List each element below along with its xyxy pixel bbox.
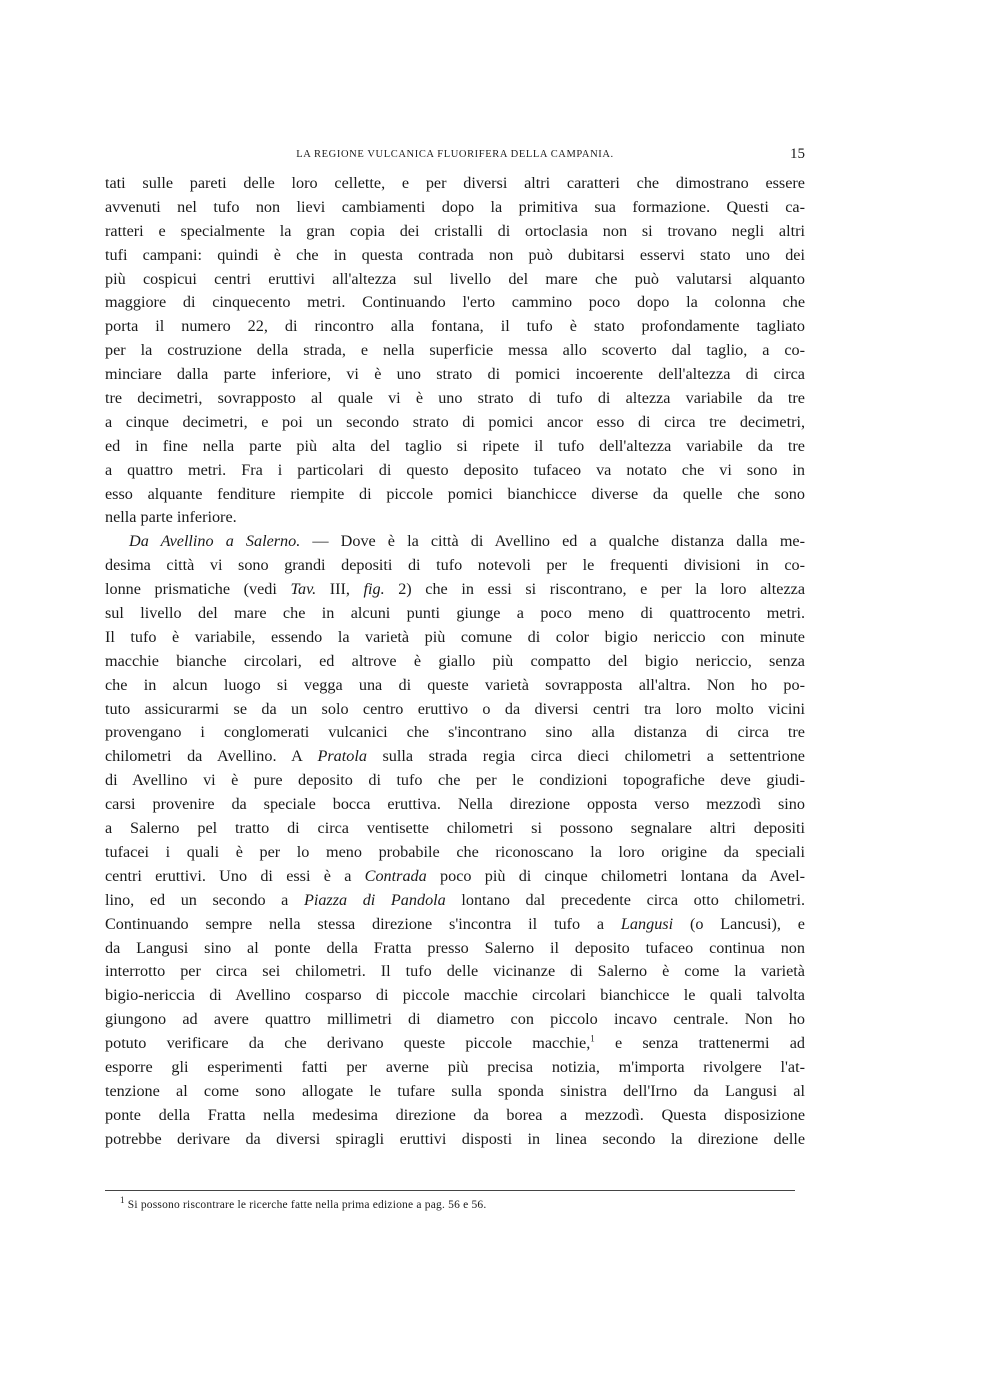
text-line: di Avellino vi è pure deposito di tufo che per le condizioni topografiche deve giudi- — [105, 771, 805, 790]
text-line — [105, 865, 805, 889]
text-run: 2) che in essi si riscontrano, e per la loro altezza — [384, 580, 805, 599]
text-line: da Langusi sino al ponte della Fratta presso Salerno il deposito tufaceo continua non — [105, 938, 805, 957]
text-line: sul livello del mare che in alcuni punti giunge a poco meno di quattrocento metri. — [105, 604, 805, 623]
text-line: carsi provenire da speciale bocca eruttiva. Nella direzione opposta verso mezzodì sino — [105, 795, 805, 814]
text-line — [105, 578, 805, 602]
text-line: Il tufo è variabile, essendo la varietà più comune di color bigio nericcio con minute — [105, 627, 805, 646]
place-name: Piazza di Pandola — [303, 890, 446, 909]
text-line — [105, 889, 805, 913]
footnote-marker: 1 — [120, 1195, 125, 1206]
plate-reference: Tav. — [290, 580, 317, 599]
footnote-divider — [105, 1190, 795, 1191]
footnote-text: Si possono riscontrare le ricerche fatte nella prima edizione a pag. 56 e 56. — [124, 1199, 487, 1211]
text-run: potuto verificare da che derivano queste piccole macchie, — [105, 1034, 591, 1053]
text-run: Continuando sempre nella stessa direzione s'incontra il tufo a — [105, 914, 621, 933]
text-line: macchie bianche circolari, ed altrove è giallo più compatto del bigio nericcio, senza — [105, 651, 805, 670]
text-line: tuto assicurarmi se da un solo centro eruttivo o da diversi centri tra loro molto vicini — [105, 699, 805, 718]
text-line: esporre gli esperimenti fatti per averne più precisa notizia, m'importa rivolgere l'at- — [105, 1057, 805, 1076]
text-run: (o Lancusi), e — [673, 914, 805, 933]
text-line: a quattro metri. Fra i particolari di questo deposito tufaceo va notato che vi sono in — [105, 460, 805, 479]
text-line — [105, 530, 805, 554]
running-title: LA REGIONE VULCANICA FLUORIFERA DELLA CAMPANIA. — [296, 149, 614, 160]
place-name: Langusi — [620, 914, 674, 933]
text-run: lonne prismatiche (vedi — [105, 580, 291, 599]
text-run: lontano dal precedente circa otto chilometri. — [445, 890, 805, 909]
text-line: a Salerno pel tratto di circa ventisette chilometri si possono segnalare altri depositi — [105, 819, 805, 838]
text-line: avvenuti nel tufo non lievi cambiamenti dopo la primitiva sua formazione. Questi ca- — [105, 197, 805, 216]
text-line: che in alcun luogo si vegga una di queste varietà sovrapposta all'altra. Non ho po- — [105, 675, 805, 694]
main-text — [105, 172, 805, 1152]
text-line: tre decimetri, sovrapposto al quale vi è uno strato di tufo di altezza variabile da tre — [105, 389, 805, 408]
figure-reference: fig. — [363, 580, 385, 599]
text-run: lino, ed un secondo a — [105, 890, 304, 909]
text-line: provengano i conglomerati vulcanici che s'incontrano sino alla distanza di circa tre — [105, 723, 805, 742]
text-run: chilometri da Avellino. A — [105, 747, 318, 766]
text-line: tenzione al come sono allogate le tufare sulla sponda sinistra dell'Irno da Langusi al — [105, 1081, 805, 1100]
text-run: III, — [316, 580, 364, 599]
text-line: tati sulle pareti delle loro cellette, e per diversi altri caratteri che dimostrano essere — [105, 174, 805, 192]
text-line — [105, 745, 805, 769]
text-run: poco più di cinque chilometri lontana da Avel- — [426, 866, 805, 885]
text-line: ed in fine nella parte più alta del taglio si ripete il tufo dell'altezza variabile da tre — [105, 436, 805, 455]
text-line: ponte della Fratta nella medesima direzione da borea a mezzodì. Questa disposizione — [105, 1105, 805, 1124]
text-line — [105, 913, 805, 937]
place-name: Pratola — [317, 747, 367, 766]
text-line: bigio-nericcia di Avellino cosparso di piccole macchie circolari bianchicce le quali talvolta — [105, 986, 805, 1005]
running-header — [105, 146, 805, 166]
text-line: porta il numero 22, di rincontro alla fontana, il tufo è stato profondamente tagliato — [105, 317, 805, 336]
footnote — [120, 1197, 800, 1213]
text-line: nella parte inferiore. — [105, 508, 237, 527]
text-line: tufacei i quali è per lo meno probabile che riconoscano la loro origine da speciali — [105, 842, 805, 861]
text-line: minciare dalla parte inferiore, vi è uno strato di pomici incoerente dell'altezza di circa — [105, 365, 805, 384]
text-line: interrotto per circa sei chilometri. Il tufo delle vicinanze di Salerno è come la varietà — [105, 962, 805, 981]
text-line: più cospicui centri eruttivi all'altezza sul livello del mare che può valutarsi alquanto — [105, 269, 805, 288]
footnote-ref[interactable]: 1 — [590, 1033, 595, 1044]
text-line: giungono ad avere quattro millimetri di diametro con piccolo incavo centrale. Non ho — [105, 1010, 805, 1029]
text-line: desima città vi sono grandi depositi di tufo notevoli per le frequenti divisioni in co- — [105, 556, 805, 575]
text-line: maggiore di cinquecento metri. Continuando l'erto cammino poco dopo la colonna che — [105, 293, 805, 312]
text-line: per la costruzione della strada, e nella superficie messa allo scoverto dal taglio, a co- — [105, 341, 805, 360]
text-line — [105, 1032, 805, 1056]
text-run: sulla strada regia circa dieci chilometri a settentrione — [366, 747, 805, 766]
text-run: e senza trattenermi ad — [594, 1034, 805, 1053]
text-line: a cinque decimetri, e poi un secondo strato di pomici ancor esso di circa tre decimetri, — [105, 412, 805, 431]
text-line: tufi campani: quindi è che in questa contrada non può dubitarsi esservi stato uno dei — [105, 245, 805, 264]
text-line: esso alquante fenditure riempite di piccole pomici bianchicce diverse da quelle che sono — [105, 484, 805, 503]
text-line: potrebbe derivare da diversi spiragli eruttivi disposti in linea secondo la direzione delle — [105, 1129, 805, 1148]
text-run: — Dove è la città di Avellino ed a qualche distanza dalla me- — [300, 532, 805, 551]
place-name: Contrada — [364, 866, 427, 885]
section-heading: Da Avellino a Salerno. — [129, 532, 301, 551]
page-number: 15 — [790, 146, 805, 162]
text-line: ratteri e specialmente la gran copia dei cristalli di ortoclasia non si trovano negli altri — [105, 221, 805, 240]
text-run: centri eruttivi. Uno di essi è a — [105, 866, 365, 885]
